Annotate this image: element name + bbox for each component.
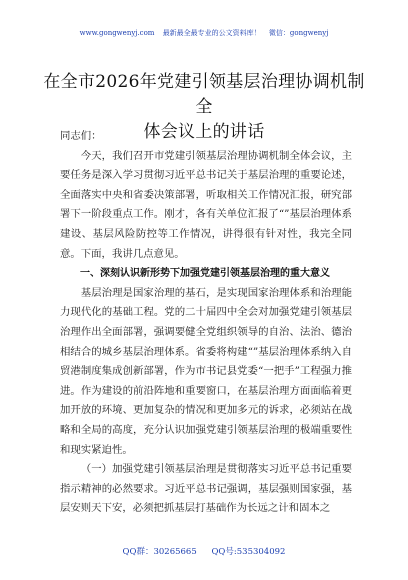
qq-number: QQ号:535304092 xyxy=(211,547,286,557)
paragraph-subpoint-1: （一）加强党建引领基层治理是贯彻落实习近平总书记重要指示精神的必然要求。习近平总书记强调，基层强则国家强，基层安则天下安，必须把抓基层打基础作为长远之计和固本之 xyxy=(60,463,352,515)
title-line-2: 体会议上的讲话 xyxy=(143,122,265,142)
document-body xyxy=(60,127,352,519)
title-line-1: 在全市2026年党建引领基层治理协调机制全 xyxy=(43,72,365,117)
paragraph-significance: 基层治理是国家治理的基石，是实现国家治理体系和治理能力现代化的基础工程。党的二十届四中全会对加强党建引领基层治理作出全面部署，强调要健全党组织领导的自治、法治、德治相结合的城乡基层治理体系。省委将构建“”基层治理体系纳入自贸港制度集成创新部署，作为市书记县党委“一把手”工程强力推进。作为建设的前沿阵地和重要窗口，在基层治理方面面临着更加开放的环境、更加复杂的情况和更加多元的诉求，必须站在战略和全局的高度，充分认识加强党建引领基层治理的极端重要性和现实紧迫性。 xyxy=(60,286,352,456)
salutation: 同志们： xyxy=(60,130,102,142)
site-url[interactable]: www.gongwenyj.com xyxy=(79,29,155,37)
page-header xyxy=(0,28,408,38)
page-footer xyxy=(0,545,408,557)
section-heading-1: 一、深刻认识新形势下加强党建引领基层治理的重大意义 xyxy=(80,268,330,280)
site-slogan: 最新最全最专业的公文资料库！ xyxy=(162,29,261,37)
wechat-id: 微信：gongwenyj xyxy=(268,29,329,37)
qq-group: QQ群：30265665 xyxy=(122,547,197,557)
paragraph-intro: 今天，我们召开市党建引领基层治理协调机制全体会议，主要任务是深入学习贯彻习近平总书记关于基层治理的重要论述，全面落实中央和省委决策部署，听取相关工作情况汇报，研究部署下一阶段重点工作。刚才，各有关单位汇报了“”基层治理体系建设、基层风险防控等工作情况，讲得很有针对性，我完全同意。下面，我讲几点意见。 xyxy=(60,149,352,260)
